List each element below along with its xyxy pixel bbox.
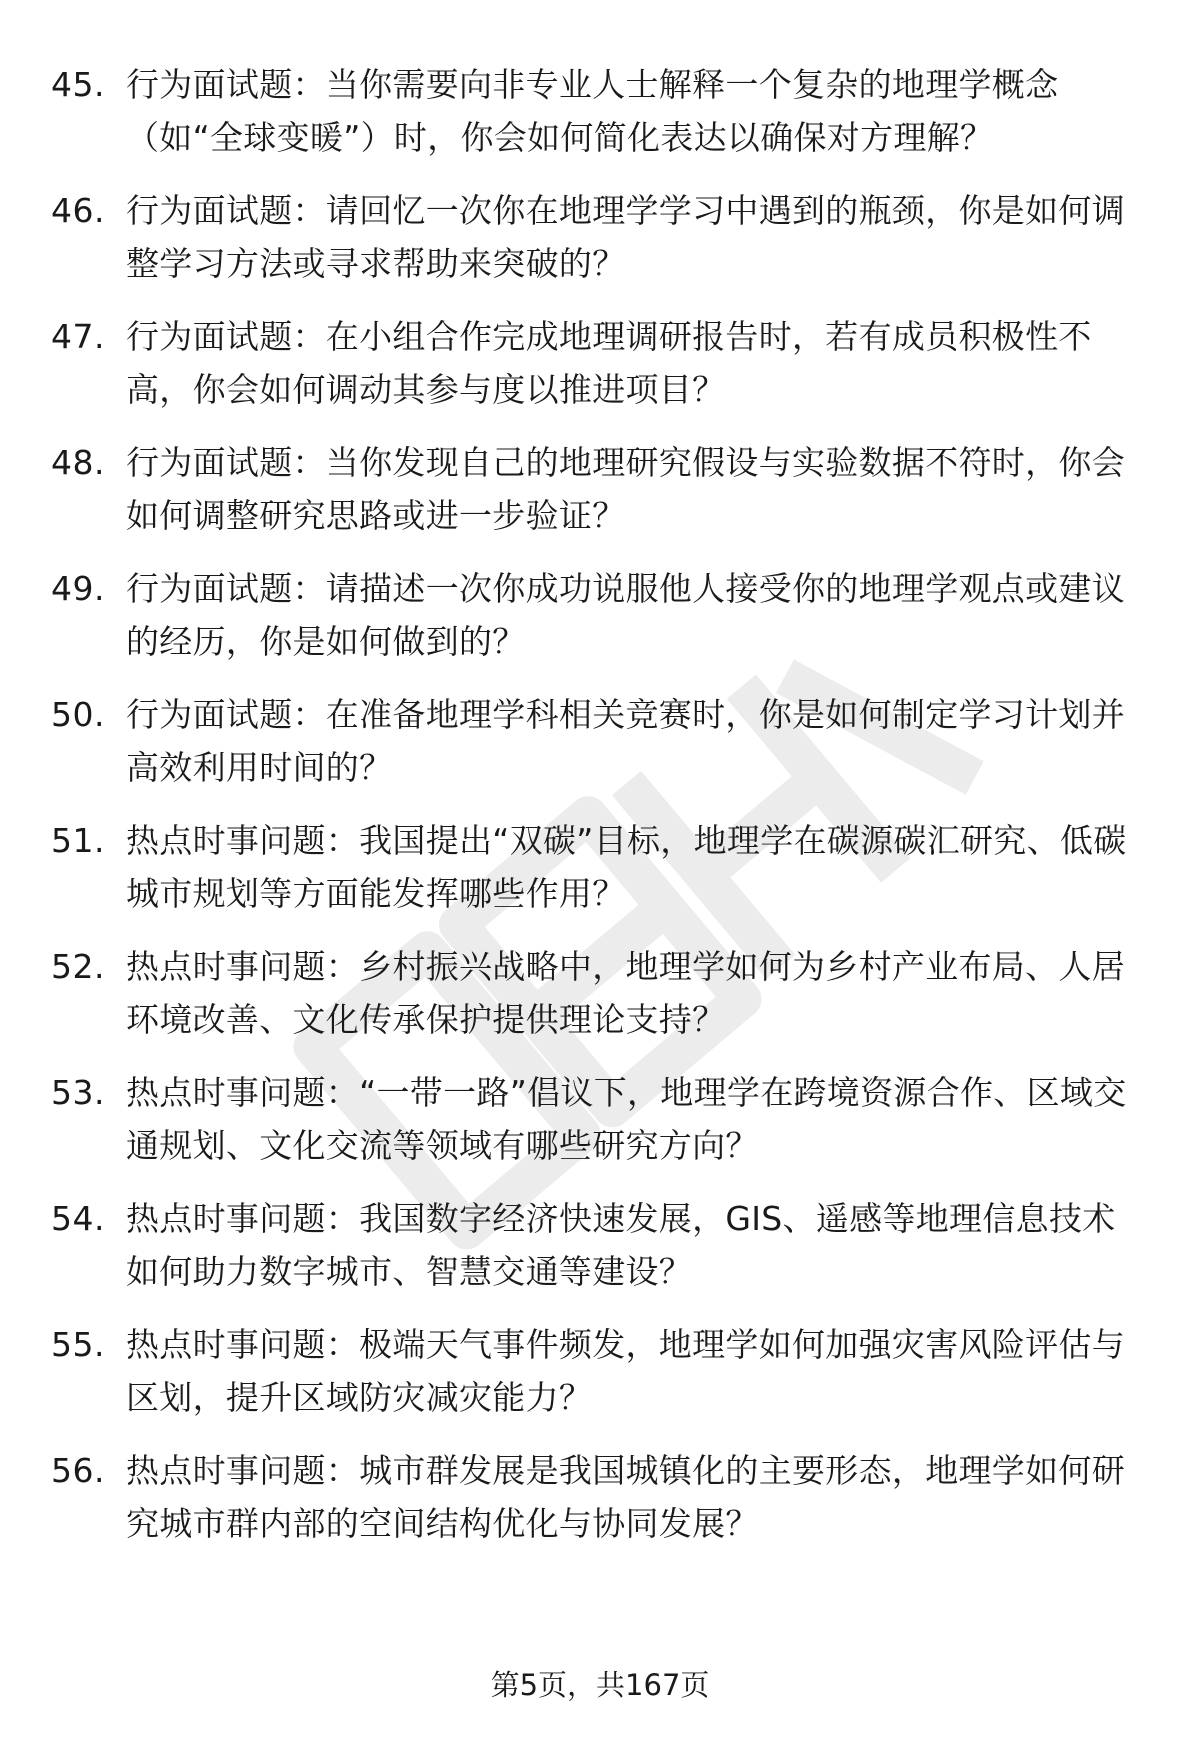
list-item xyxy=(0,184,1200,310)
question-text: 行为面试题：请回忆一次你在地理学学习中遇到的瓶颈，你是如何调整学习方法或寻求帮助来突破的？ xyxy=(126,191,1125,283)
question-number: 46. xyxy=(51,191,105,230)
question-text: 行为面试题：当你需要向非专业人士解释一个复杂的地理学概念（如“全球变暖”）时，你会如何简化表达以确保对方理解？ xyxy=(126,65,1059,157)
list-item xyxy=(0,1066,1200,1192)
question-text: 行为面试题：请描述一次你成功说服他人接受你的地理学观点或建议的经历，你是如何做到的？ xyxy=(126,569,1125,661)
question-number: 51. xyxy=(51,821,105,860)
question-number: 45. xyxy=(51,65,105,104)
list-item xyxy=(0,1318,1200,1444)
question-list xyxy=(0,58,1200,1570)
question-number: 48. xyxy=(51,443,105,482)
list-item xyxy=(0,58,1200,184)
question-text: 行为面试题：在小组合作完成地理调研报告时，若有成员积极性不高，你会如何调动其参与度以推进项目？ xyxy=(126,317,1092,409)
question-number: 49. xyxy=(51,569,105,608)
question-text: 热点时事问题：极端天气事件频发，地理学如何加强灾害风险评估与区划，提升区域防灾减灾能力？ xyxy=(126,1325,1125,1417)
question-text: 热点时事问题：“一带一路”倡议下，地理学在跨境资源合作、区域交通规划、文化交流等领域有哪些研究方向？ xyxy=(126,1073,1127,1165)
question-number: 47. xyxy=(51,317,105,356)
question-text: 热点时事问题：城市群发展是我国城镇化的主要形态，地理学如何研究城市群内部的空间结构优化与协同发展？ xyxy=(126,1451,1125,1543)
list-item xyxy=(0,1192,1200,1318)
list-item xyxy=(0,562,1200,688)
question-text: 热点时事问题：乡村振兴战略中，地理学如何为乡村产业布局、人居环境改善、文化传承保护提供理论支持？ xyxy=(126,947,1125,1039)
question-text: 行为面试题：当你发现自己的地理研究假设与实验数据不符时，你会如何调整研究思路或进一步验证？ xyxy=(126,443,1125,535)
page-indicator: 第5页，共167页 xyxy=(490,1668,710,1702)
question-number: 56. xyxy=(51,1451,105,1490)
list-item xyxy=(0,688,1200,814)
list-item xyxy=(0,940,1200,1066)
question-text: 热点时事问题：我国提出“双碳”目标，地理学在碳源碳汇研究、低碳城市规划等方面能发挥哪些作用？ xyxy=(126,821,1127,913)
question-number: 52. xyxy=(51,947,105,986)
list-item xyxy=(0,436,1200,562)
list-item xyxy=(0,814,1200,940)
list-item xyxy=(0,310,1200,436)
question-number: 50. xyxy=(51,695,105,734)
question-number: 54. xyxy=(51,1199,105,1238)
question-number: 55. xyxy=(51,1325,105,1364)
question-text: 热点时事问题：我国数字经济快速发展，GIS、遥感等地理信息技术如何助力数字城市、智慧交通等建设？ xyxy=(126,1199,1116,1291)
question-number: 53. xyxy=(51,1073,105,1112)
question-text: 行为面试题：在准备地理学科相关竞赛时，你是如何制定学习计划并高效利用时间的？ xyxy=(126,695,1125,787)
list-item xyxy=(0,1444,1200,1570)
